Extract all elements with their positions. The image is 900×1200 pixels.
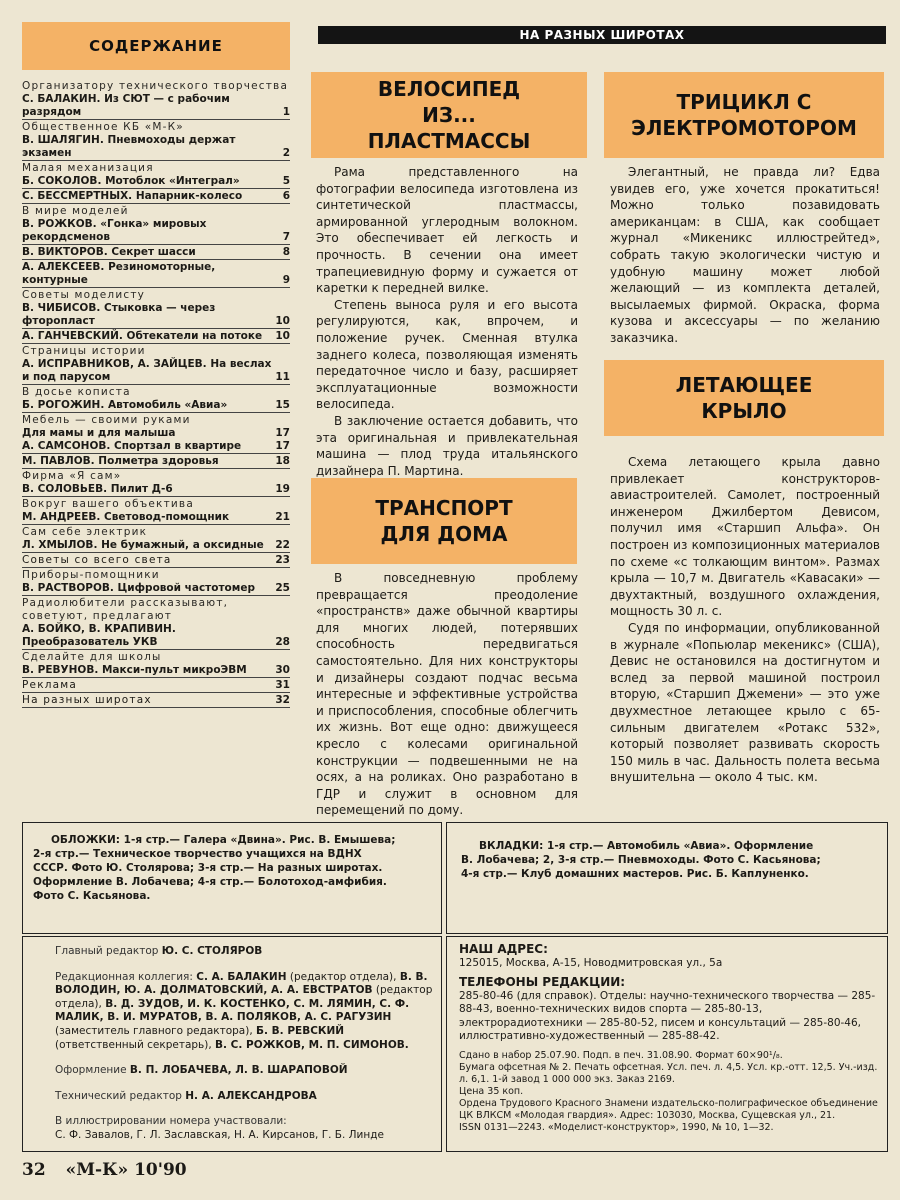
toc-entry-page: 25 bbox=[275, 582, 290, 594]
toc-rubric: Фирма «Я сам» bbox=[22, 470, 122, 482]
toc-rubric: Общественное КБ «М-К» bbox=[22, 121, 184, 133]
toc-entry-title: М. АНДРЕЕВ. Световод-помощник bbox=[22, 511, 230, 523]
toc-title: СОДЕРЖАНИЕ bbox=[22, 22, 290, 70]
article-body-tricycle bbox=[610, 164, 880, 347]
toc-entry-title: В. ЧИБИСОВ. Стыковка — через фторопласт bbox=[22, 302, 216, 327]
toc-entry[interactable] bbox=[22, 539, 290, 553]
toc-entry-page: 10 bbox=[275, 330, 290, 342]
toc-rubric-row[interactable] bbox=[22, 694, 290, 708]
article-paragraph: Элегантный, не правда ли? Едва увидев его, уже хочется прокатиться! Можно только позавидовать американцам: в США, как сообщает журнал «Микеникс иллюстрейтед», собрать такую экологически чистую и удобную машину может любой желающий — из комплекта деталей, высылаемых фирмой. Окраска, форма кузова и аксессуары — по желанию заказчика. bbox=[610, 165, 880, 345]
toc-rubric: Сам себе электрик bbox=[22, 526, 148, 538]
illustrators-label: В иллюстрировании номера участвовали: bbox=[55, 1115, 287, 1128]
chief-editor-label: Главный редактор bbox=[55, 945, 159, 957]
board-member: В. С. РОЖКОВ, М. П. СИМОНОВ. bbox=[215, 1038, 409, 1051]
toc-entry-title: Б. РОГОЖИН. Автомобиль «Авиа» bbox=[22, 399, 228, 411]
table-of-contents bbox=[22, 22, 290, 709]
article-title-tricycle bbox=[604, 72, 884, 158]
toc-entry-page: 9 bbox=[282, 274, 290, 286]
print-info: Сдано в набор 25.07.90. Подп. в печ. 31.08.90. Формат 60×90¹/₈. bbox=[459, 1049, 783, 1061]
toc-entry[interactable] bbox=[22, 483, 290, 497]
toc-entry-title: В. ВИКТОРОВ. Секрет шасси bbox=[22, 246, 196, 258]
design-names: В. П. ЛОБАЧЕВА, Л. В. ШАРАПОВОЙ bbox=[129, 1064, 348, 1077]
toc-rubric-row[interactable] bbox=[22, 679, 290, 693]
toc-entry-page: 22 bbox=[275, 539, 290, 551]
toc-entry-page: 15 bbox=[275, 399, 290, 411]
section-banner: НА РАЗНЫХ ШИРОТАХ bbox=[318, 26, 886, 44]
toc-entry[interactable] bbox=[22, 358, 290, 385]
tech-editor-label: Технический редактор bbox=[55, 1089, 182, 1102]
inserts-line: 4-я стр.— Клуб домашних мастеров. Рис. Б. Каплуненко. bbox=[461, 868, 809, 880]
covers-line: 2-я стр.— Техническое творчество учащихся на ВДНХ bbox=[33, 848, 362, 860]
toc-list bbox=[22, 80, 290, 708]
print-info: Бумага офсетная № 2. Печать офсетная. Усл. печ. л. 4,5. Усл. кр.-отт. 12,5. Уч.-изд. л. 6,1. 1-й завод 1 000 000 экз. Заказ 2169. bbox=[459, 1061, 878, 1085]
board-role: (редактор отдела), bbox=[289, 970, 397, 983]
toc-entry[interactable] bbox=[22, 511, 290, 525]
article-paragraph: Рама представленного на фотографии велосипеда изготовлена из синтетической пластмассы, армированной углеродным волокном. Это обеспечивает ей легкость и прочность. В сечении она имеет трапециевидную форму и сужается от каретки к передней вилке. bbox=[316, 165, 578, 296]
covers-line: Оформление В. Лобачева; 4-я стр.— Болотоход-амфибия. bbox=[33, 876, 387, 888]
toc-rubric: Вокруг вашего объектива bbox=[22, 498, 194, 510]
toc-entry-title: Для мамы и для малыша bbox=[22, 427, 176, 439]
toc-entry[interactable] bbox=[22, 440, 290, 454]
toc-entry-page: 23 bbox=[275, 554, 290, 566]
article-body-transport bbox=[316, 570, 578, 819]
toc-entry-title: В. РЕВУНОВ. Макси-пульт микроЭВМ bbox=[22, 664, 247, 676]
toc-entry[interactable] bbox=[22, 664, 290, 678]
article-title-transport-text: ТРАНСПОРТ ДЛЯ ДОМА bbox=[375, 496, 513, 546]
toc-entry-page: 6 bbox=[282, 190, 290, 202]
design-label: Оформление bbox=[55, 1064, 127, 1077]
toc-rubric: Организатору технического творчества bbox=[22, 80, 289, 92]
chief-editor-name: Ю. С. СТОЛЯРОВ bbox=[161, 945, 263, 957]
toc-entry-page: 2 bbox=[282, 147, 290, 159]
board-label: Редакционная коллегия: bbox=[55, 970, 193, 983]
phones-heading: ТЕЛЕФОНЫ РЕДАКЦИИ: bbox=[459, 975, 626, 989]
article-body-bicycle bbox=[316, 164, 578, 479]
toc-rubric: Радиолюбители рассказывают, советуют, предлагают bbox=[22, 597, 229, 622]
toc-entry[interactable] bbox=[22, 582, 290, 596]
toc-entry-title: В. РАСТВОРОВ. Цифровой частотомер bbox=[22, 582, 255, 594]
chief-editor bbox=[55, 945, 435, 959]
toc-rubric: Малая механизация bbox=[22, 162, 154, 174]
page-number: 32 bbox=[22, 1160, 46, 1180]
inserts-box bbox=[446, 822, 888, 934]
toc-entry-title: Л. ХМЫЛОВ. Не бумажный, а оксидные bbox=[22, 539, 264, 551]
toc-entry-page: 17 bbox=[275, 440, 290, 452]
toc-entry[interactable] bbox=[22, 330, 290, 344]
article-title-tricycle-text: ТРИЦИКЛ С ЭЛЕКТРОМОТОРОМ bbox=[631, 90, 857, 140]
toc-rubric: Страницы истории bbox=[22, 345, 146, 357]
toc-entry-title: В. СОЛОВЬЕВ. Пилит Д-6 bbox=[22, 483, 173, 495]
toc-entry-title: Реклама bbox=[22, 679, 78, 691]
issn-info: ISSN 0131—2243. «Моделист-конструктор», 1990, № 10, 1—32. bbox=[459, 1121, 774, 1133]
article-title-wing bbox=[604, 360, 884, 436]
tech-editor bbox=[55, 1090, 435, 1104]
toc-rubric-row[interactable] bbox=[22, 554, 290, 568]
board-role: (редактор отдела), bbox=[55, 984, 433, 1010]
article-paragraph: В заключение остается добавить, что эта оригинальная и привлекательная машина — плод труда итальянского дизайнера П. Мартина. bbox=[316, 413, 578, 478]
toc-entry-title: В. ШАЛЯГИН. Пневмоходы держат экзамен bbox=[22, 134, 236, 159]
address-heading: НАШ АДРЕС: bbox=[459, 942, 548, 956]
toc-rubric: Советы моделисту bbox=[22, 289, 146, 301]
illustrators bbox=[55, 1115, 435, 1142]
toc-entry[interactable] bbox=[22, 261, 290, 288]
article-title-bicycle-text: ВЕЛОСИПЕД ИЗ... ПЛАСТМАССЫ bbox=[367, 77, 531, 153]
article-title-transport bbox=[311, 478, 577, 564]
toc-entry-title: С. БЕССМЕРТНЫХ. Напарник-колесо bbox=[22, 190, 243, 202]
toc-entry-page: 17 bbox=[275, 427, 290, 439]
toc-entry-page: 8 bbox=[282, 246, 290, 258]
toc-entry[interactable] bbox=[22, 399, 290, 413]
covers-line: ОБЛОЖКИ: 1-я стр.— Галера «Двина». Рис. В. Емышева; bbox=[51, 834, 396, 846]
toc-entry-title: А. АЛЕКСЕЕВ. Резиномоторные, контурные bbox=[22, 261, 216, 286]
toc-entry-page: 31 bbox=[275, 679, 290, 691]
article-paragraph: Степень выноса руля и его высота регулируются, как, впрочем, и положение ручек. Сменная втулка заднего колеса, позволяющая изменять передаточное число и базу, расширяет эксплуатационные возможности велосипеда. bbox=[316, 297, 578, 412]
phones-text: 285-80-46 (для справок). Отделы: научно-технического творчества — 285-88-43, военно-технических видов спорта — 285-80-13, электрорадиотехники — 285-80-52, писем и консультаций — 285-80-46, иллюстративно-художественный — 285-88-42. bbox=[459, 989, 876, 1042]
board-member: Б. В. РЕВСКИЙ bbox=[256, 1024, 345, 1037]
board-role: (ответственный секретарь), bbox=[55, 1038, 212, 1051]
toc-entry[interactable] bbox=[22, 623, 290, 650]
toc-entry-title: Советы со всего света bbox=[22, 554, 172, 566]
toc-entry[interactable] bbox=[22, 134, 290, 161]
toc-entry[interactable] bbox=[22, 190, 290, 204]
toc-entry-page: 11 bbox=[275, 371, 290, 383]
article-title-wing-text: ЛЕТАЮЩЕЕ КРЫЛО bbox=[675, 373, 813, 423]
toc-rubric: В досье кописта bbox=[22, 386, 131, 398]
toc-entry-page: 30 bbox=[275, 664, 290, 676]
article-title-bicycle bbox=[311, 72, 587, 158]
toc-entry-title: А. ИСПРАВНИКОВ, А. ЗАЙЦЕВ. На веслах и под парусом bbox=[22, 358, 272, 383]
toc-entry-page: 19 bbox=[275, 483, 290, 495]
article-paragraph: Схема летающего крыла давно привлекает конструкторов-авиастроителей. Самолет, построенный инженером Джилбертом Девисом, получил имя «Старшип Альфа». Он построен из композиционных материалов по схеме «с толкающим винтом». Размах крыла — 10,7 м. Двигатель «Кавасаки» — двухтактный, воздушного охлаждения, мощность 30 л. с. bbox=[610, 455, 880, 619]
toc-entry-title: С. БАЛАКИН. Из СЮТ — с рабочим разрядом bbox=[22, 93, 230, 118]
toc-rubric: В мире моделей bbox=[22, 205, 129, 217]
toc-entry[interactable] bbox=[22, 427, 290, 440]
toc-entry-page: 28 bbox=[275, 636, 290, 648]
toc-entry-page: 32 bbox=[275, 694, 290, 706]
article-body-wing bbox=[610, 454, 880, 786]
board-member: В. Д. ЗУДОВ, И. К. КОСТЕНКО, С. М. ЛЯМИН, С. Ф. МАЛИК, В. И. МУРАТОВ, В. А. ПОЛЯКОВ, А. С. РАГУЗИН bbox=[55, 997, 410, 1024]
covers-line: Фото С. Касьянова. bbox=[33, 890, 151, 902]
toc-entry-title: На разных широтах bbox=[22, 694, 152, 706]
toc-entry[interactable] bbox=[22, 302, 290, 329]
toc-entry-page: 1 bbox=[282, 106, 290, 118]
toc-entry-page: 18 bbox=[275, 455, 290, 467]
toc-entry-page: 10 bbox=[275, 315, 290, 327]
toc-entry-title: Б. СОКОЛОВ. Мотоблок «Интеграл» bbox=[22, 175, 240, 187]
board-member: В. В. ВОЛОДИН, Ю. А. ДОЛМАТОВСКИЙ, А. А. ЕВСТРАТОВ bbox=[55, 970, 428, 997]
toc-rubric: Приборы-помощники bbox=[22, 569, 160, 581]
article-paragraph: Судя по информации, опубликованной в журнале «Попьюлар мекеникс» (США), Девис не остановился на достигнутом и вслед за первой машиной построил вторую, «Старшип Джемени» — это уже двухместное летающее крыло с 65-сильным двигателем «Ротакс 532», который позволяет развивать скорость 150 миль в час. Дальность полета весьма внушительна — около 4 тыс. км. bbox=[610, 620, 880, 785]
toc-entry-page: 21 bbox=[275, 511, 290, 523]
toc-entry-title: А. БОЙКО, В. КРАПИВИН. Преобразователь УКВ bbox=[22, 623, 176, 648]
article-paragraph: В повседневную проблему превращается преодоление «пространств» даже обычной квартиры для многих людей, потерявших способность передвигаться самостоятельно. Для них конструкторы и дизайнеры создают подчас весьма интересные и эффективные устройства и приспособления, способные облегчить их жизнь. Вот еще одно: движущееся кресло с колесами оригинальной конструкции — подвешенными не на осях, а на роликах. Оно разработано в ГДР и служит в основном для перемещений по дому. bbox=[316, 571, 578, 818]
toc-entry-page: 5 bbox=[282, 175, 290, 187]
tech-editor-name: Н. А. АЛЕКСАНДРОВА bbox=[185, 1089, 317, 1102]
board-role: (заместитель главного редактора), bbox=[55, 1024, 253, 1037]
board-member: С. А. БАЛАКИН bbox=[196, 970, 287, 983]
toc-entry-title: А. САМСОНОВ. Спортзал в квартире bbox=[22, 440, 242, 452]
toc-entry-title: А. ГАНЧЕВСКИЙ. Обтекатели на потоке bbox=[22, 330, 263, 342]
toc-entry-page: 7 bbox=[282, 231, 290, 243]
illustrators-names: С. Ф. Завалов, Г. Л. Заславская, Н. А. Кирсанов, Г. Б. Линде bbox=[55, 1128, 384, 1141]
toc-entry[interactable] bbox=[22, 175, 290, 189]
toc-rubric: Мебель — своими руками bbox=[22, 414, 191, 426]
inserts-line: ВКЛАДКИ: 1-я стр.— Автомобиль «Авиа». Оформление bbox=[479, 840, 814, 852]
covers-box bbox=[22, 822, 442, 934]
toc-entry-title: М. ПАВЛОВ. Полметра здоровья bbox=[22, 455, 219, 467]
inserts-line: В. Лобачева; 2, 3-я стр.— Пневмоходы. Фото С. Касьянова; bbox=[461, 854, 821, 866]
toc-entry[interactable] bbox=[22, 455, 290, 469]
covers-line: СССР. Фото Ю. Столярова; 3-я стр.— На разных широтах. bbox=[33, 862, 383, 874]
publisher-info: Ордена Трудового Красного Знамени издательско-полиграфическое объединение ЦК ВЛКСМ «Молодая гвардия». Адрес: 103030, Москва, Сущевская ул., 21. bbox=[459, 1097, 878, 1121]
toc-entry-title: В. РОЖКОВ. «Гонка» мировых рекордсменов bbox=[22, 218, 207, 243]
address-box bbox=[446, 936, 888, 1152]
toc-rubric: Сделайте для школы bbox=[22, 651, 162, 663]
page-footer bbox=[22, 1160, 201, 1180]
toc-entry[interactable] bbox=[22, 93, 290, 120]
design-credit bbox=[55, 1064, 435, 1078]
address-text: 125015, Москва, А-15, Новодмитровская ул., 5а bbox=[459, 956, 723, 969]
toc-entry[interactable] bbox=[22, 246, 290, 260]
toc-entry[interactable] bbox=[22, 218, 290, 245]
print-info: Цена 35 коп. bbox=[459, 1085, 524, 1097]
editorial-board bbox=[55, 971, 435, 1053]
issue-label: «М-К» 10'90 bbox=[65, 1160, 187, 1180]
imprint-box bbox=[22, 936, 442, 1152]
